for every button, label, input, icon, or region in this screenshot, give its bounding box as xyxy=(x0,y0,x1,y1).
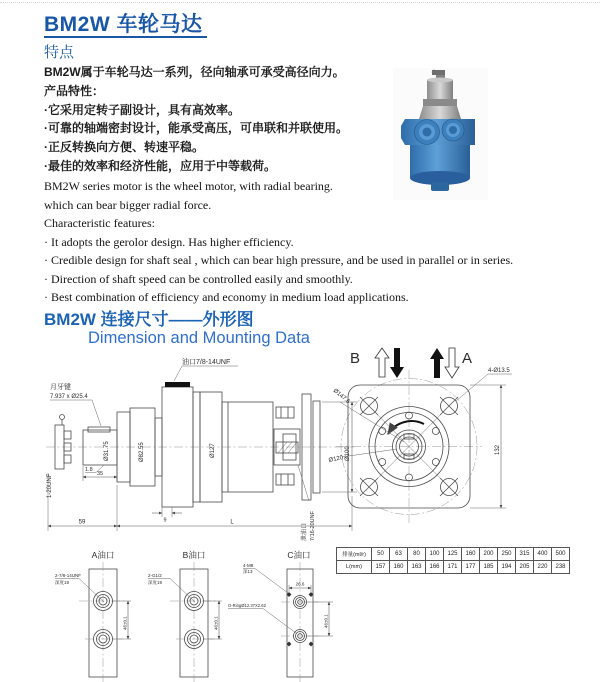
cn-feature-item: ·它采用定转子副设计，具有高效率。 xyxy=(44,102,240,117)
dia-flange-label: Ø127 xyxy=(210,443,216,458)
en-line: which can bear bigger radial force. xyxy=(44,197,212,212)
port-b-dim-label: 46±0.1 xyxy=(213,616,219,630)
table-cell: 220 xyxy=(534,561,552,574)
drain-port-label-cn: 泄油口 xyxy=(302,522,308,541)
table-row-header: L(mm) xyxy=(337,561,372,574)
dia-shaft-label: Ø31.75 xyxy=(104,441,110,461)
cn-feature-item: ·可靠的轴端密封设计，能承受高压，可串联和并联使用。 xyxy=(44,121,348,136)
port-c-bolts-label: 4-M8 xyxy=(243,563,254,568)
shaft-thread-label: 1-20UNF xyxy=(47,473,53,498)
wheel-hub xyxy=(274,407,300,485)
port-b-title: B油口 xyxy=(182,550,206,560)
section-title-en: Dimension and Mounting Data xyxy=(88,329,310,347)
table-row-header: 排量(ml/r) xyxy=(337,548,372,561)
dia-body-label: Ø82.55 xyxy=(139,442,145,462)
shaft-end-nut xyxy=(55,415,71,470)
en-feature-item: · Credible design for shaft seal , which can bear high pressure, and be used in parallel or in series. xyxy=(44,253,514,267)
title-underline xyxy=(44,36,207,38)
table-cell: 125 xyxy=(444,548,462,561)
en-line: BM2W series motor is the wheel motor, with radial bearing. xyxy=(44,179,333,193)
table-cell: 166 xyxy=(426,561,444,574)
output-shaft xyxy=(83,427,117,465)
port-b-thread-label: 2-G1/2 xyxy=(148,573,162,578)
flow-arrow-up-outline xyxy=(375,348,389,377)
features-heading: 特点 xyxy=(44,44,75,61)
port-a-dim-label: 46±0.1 xyxy=(122,616,128,630)
page-title: BM2W 车轮马达 xyxy=(44,13,203,36)
flow-arrow-up-solid xyxy=(430,348,444,378)
cn-feature-item: ·最佳的效率和经济性能，应用于中等载荷。 xyxy=(44,158,276,173)
dia-boss-label: Ø120 xyxy=(328,455,344,464)
en-feature-item: · Best combination of efficiency and economy in medium load applications. xyxy=(44,290,409,304)
table-cell: 400 xyxy=(534,548,552,561)
dim-port-offset: 9 xyxy=(163,517,167,524)
table-cell: 238 xyxy=(552,561,570,574)
table-cell: 200 xyxy=(480,548,498,561)
port-b-label: B xyxy=(350,350,361,367)
mount-holes-label: 4-Ø13.5 xyxy=(488,368,510,374)
port-c-drawing xyxy=(228,550,333,682)
flow-arrow-down-outline xyxy=(445,348,459,378)
table-cell: 250 xyxy=(498,548,516,561)
port-c-bolt-depth-label: 深13 xyxy=(243,569,253,574)
page-edge-dots xyxy=(0,2,600,3)
port-b-depth-label: 深度19 xyxy=(148,580,163,585)
port-a-title: A油口 xyxy=(91,550,115,560)
port-c-width-label: 26.6 xyxy=(295,581,305,587)
top-oil-port xyxy=(165,382,190,387)
table-row-length xyxy=(337,561,570,574)
table-cell: 194 xyxy=(498,561,516,574)
top-port-label: 油口7/8-14UNF xyxy=(182,359,231,366)
port-a-thread-label: 2-7/8-14UNF xyxy=(55,573,82,578)
key-label-size: 7.937 x Ø25.4 xyxy=(50,394,88,400)
en-features-block xyxy=(44,177,584,307)
table-cell: 160 xyxy=(462,548,480,561)
en-feature-item: · Direction of shaft speed can be controlled easily and smoothly. xyxy=(44,271,353,286)
table-cell: 50 xyxy=(372,548,390,561)
dim-key-h: 1.8 xyxy=(85,467,93,473)
spec-table xyxy=(336,547,570,574)
cn-feature-item: ·正反转换向方便、转速平稳。 xyxy=(44,140,204,155)
table-cell: 177 xyxy=(462,561,480,574)
dim-shaft-len: 35 xyxy=(96,471,104,477)
table-cell: 171 xyxy=(444,561,462,574)
port-c-oring-label: O-RingØ12.37X2.62 xyxy=(228,603,266,608)
table-cell: 100 xyxy=(426,548,444,561)
side-view-drawing xyxy=(46,357,357,541)
dim-square-label: 132 xyxy=(495,444,501,455)
cn-features-block xyxy=(44,63,424,176)
drain-port-label-thread: 7/16-20UNF xyxy=(310,511,316,541)
table-cell: 315 xyxy=(516,548,534,561)
table-cell: 80 xyxy=(408,548,426,561)
flow-arrow-down-solid xyxy=(390,348,404,378)
table-cell: 500 xyxy=(552,548,570,561)
cn-intro: BM2W属于车轮马达一系列，径向轴承可承受高径向力。 xyxy=(44,65,345,79)
dim-total-len: L xyxy=(230,519,234,526)
rotation-arrow xyxy=(388,421,424,434)
motor-blue-body xyxy=(401,119,475,191)
dim-front-len: 59 xyxy=(78,519,86,526)
dimension-drawing xyxy=(0,345,600,548)
cn-subheading: 产品特性： xyxy=(44,83,105,98)
table-cell: 157 xyxy=(372,561,390,574)
port-c-title: C油口 xyxy=(287,550,311,560)
dia-pilot-label: Ø147.6 xyxy=(331,387,351,406)
en-subheading: Characteristic features: xyxy=(44,216,155,230)
key-label-cn: 月牙键 xyxy=(50,384,71,391)
table-row-displacement xyxy=(337,548,570,561)
port-b-drawing xyxy=(148,550,222,682)
port-a-drawing xyxy=(55,550,131,682)
port-a-label: A xyxy=(462,350,473,367)
table-cell: 185 xyxy=(480,561,498,574)
flange-view-drawing xyxy=(328,348,512,523)
section-title-cn: BM2W 连接尺寸——外形图 xyxy=(44,310,254,329)
port-a-depth-label: 深度19 xyxy=(55,580,70,585)
port-c-dim-label: 46±0.1 xyxy=(323,614,329,628)
product-photo-motor xyxy=(393,68,488,200)
table-cell: 160 xyxy=(390,561,408,574)
table-cell: 205 xyxy=(516,561,534,574)
table-cell: 63 xyxy=(390,548,408,561)
table-cell: 163 xyxy=(408,561,426,574)
dia-hub-label: Ø100 xyxy=(345,446,351,461)
en-feature-item: · It adopts the gerolor design. Has higher efficiency. xyxy=(44,234,294,249)
